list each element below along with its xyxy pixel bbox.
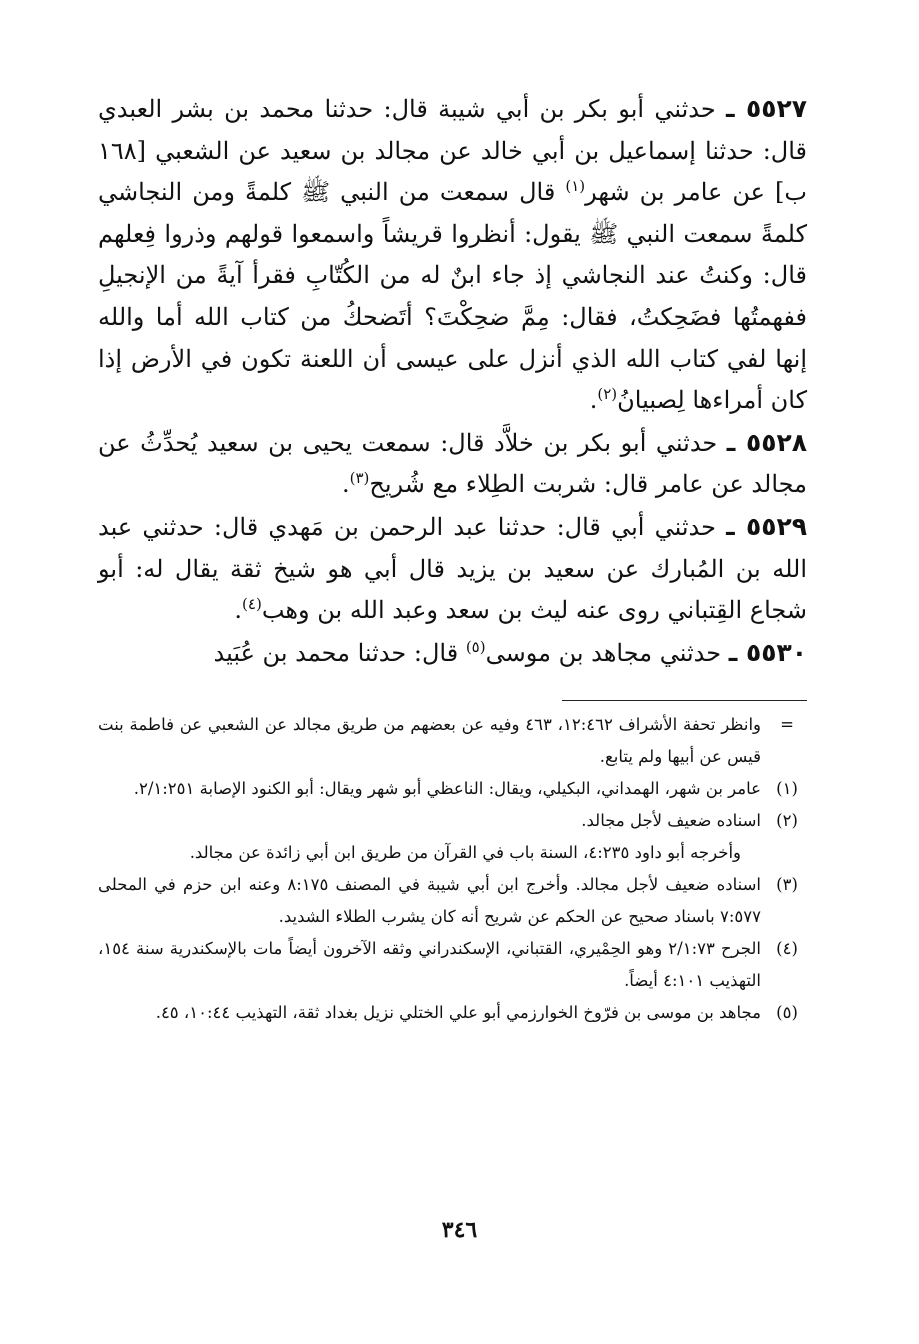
- footnote-ref: (٥): [465, 637, 486, 656]
- hadith-number: ٥٥٢٨ ـ: [726, 427, 807, 457]
- hadith-text: قال سمعت من النبي ﷺ كلمةً ومن النجاشي كلمةً سمعت النبي ﷺ يقول: أنظروا قريشاً واسمعوا قولهم وذروا فِعلهم قال: وكنتُ عند النجاشي إذ جاء ابنٌ له من الكُتّابِ فقرأ آيةً من الإنجيلِ ففهمتُها فضَحِكتُ، فقال: مِمَّ ضحِكْتَ؟ أتَضحكُ من كتاب الله أما والله إنها لفي كتاب الله الذي أنزل على عيسى أن اللعنة تكون في الأرض إذا كان أمراءها لِصبيانُ: [98, 178, 807, 415]
- footnote-number: (١): [776, 779, 798, 799]
- hadith-text: حدثني أبي قال: حدثنا عبد الرحمن بن مَهدي قال: حدثني عبد الله بن المُبارك عن سعيد بن يزيد قال أبي هو شيخ ثقة يقال له: أبو شجاع القِتباني روى عنه ليث بن سعد وعبد الله بن وهب: [98, 512, 807, 625]
- footnote: [98, 997, 807, 1029]
- footnote-text: وأخرجه أبو داود ٤:٢٣٥، السنة باب في القرآن من طريق ابن أبي زائدة عن مجالد.: [189, 843, 741, 863]
- footnote-text: الجرح ٢/١:٧٣ وهو الحِمْيري، القتباني، الإسكندراني وثقه الآخرون أيضاً مات بالإسكندرية سنة ١٥٤، التهذيب ٤:١٠١ أيضاً.: [98, 939, 761, 991]
- footnotes: [98, 709, 807, 1029]
- page-number: ٣٤٦: [441, 1217, 478, 1243]
- hadith-paragraph: [98, 506, 807, 632]
- footnote-ref: (٢): [597, 385, 618, 404]
- footnote-text: اسناده ضعيف لأجل مجالد. وأخرج ابن أبي شيبة في المصنف ٨:١٧٥ وعنه ابن حزم في المحلى ٧:٥٧٧ باسناد صحيح عن الحكم عن شريح أنه كان يشرب الطلاء الشديد.: [98, 875, 761, 927]
- footnote-number: (٥): [776, 1003, 798, 1023]
- footnote-text: مجاهد بن موسى بن فرّوخ الخوارزمي أبو علي الختلي نزيل بغداد ثقة، التهذيب ١٠:٤٤، ٤٥.: [155, 1003, 761, 1023]
- hadith-paragraph: [98, 422, 807, 506]
- hadith-text: حدثني أبو بكر بن خلاَّد قال: سمعت يحيى بن سعيد يُحدِّثُ عن مجالد عن عامر قال: شربت الطِلاء مع شُريح: [98, 428, 807, 499]
- hadith-text: .: [341, 470, 350, 499]
- hadith-paragraph: [98, 88, 807, 422]
- hadith-text: حدثني أبو بكر بن أبي شيبة قال: حدثنا محمد بن بشر العبدي قال: حدثنا إسماعيل بن أبي خالد عن مجالد بن سعيد عن الشعبي [١٦٨ ب] عن عامر بن شهر: [98, 95, 808, 207]
- hadith-paragraph: [98, 632, 807, 675]
- hadith-text: قال: حدثنا محمد بن عُبَيد: [213, 638, 466, 667]
- footnote: [98, 869, 807, 933]
- footnote-text: اسناده ضعيف لأجل مجالد.: [581, 811, 761, 831]
- footnote-number: (٤): [776, 939, 798, 959]
- footnote-ref: (٤): [242, 595, 262, 614]
- footnote: [98, 773, 807, 805]
- hadith-number: ٥٥٢٩ ـ: [726, 511, 808, 541]
- footnote-ref: (١): [565, 177, 586, 196]
- main-text: [98, 88, 807, 674]
- footnote: [98, 805, 807, 837]
- hadith-text: .: [589, 386, 598, 415]
- hadith-text: .: [234, 596, 243, 625]
- hadith-number: ٥٥٢٧ ـ: [726, 94, 807, 123]
- footnote: [98, 933, 807, 997]
- footnote-number: (٢): [776, 811, 798, 831]
- hadith-text: حدثني مجاهد بن موسى: [485, 638, 729, 667]
- footnote-text: وانظر تحفة الأشراف ١٢:٤٦٢، ٤٦٣ وفيه عن بعضهم من طريق مجالد عن الشعبي عن فاطمة بنت قيس عن أبيها ولم يتابع.: [98, 715, 761, 767]
- footnote: [98, 709, 807, 773]
- footnote: [98, 837, 807, 869]
- hadith-number: ٥٥٣٠ ـ: [728, 637, 807, 667]
- footnote-divider: [562, 700, 807, 701]
- footnote-text: عامر بن شهر، الهمداني، البكيلي، ويقال: الناعظي أبو شهر ويقال: أبو الكنود الإصابة ٢/١:٢٥١.: [133, 779, 761, 799]
- footnote-number: (٣): [776, 875, 798, 895]
- footnote-number: =: [780, 715, 794, 735]
- footnote-ref: (٣): [349, 469, 370, 488]
